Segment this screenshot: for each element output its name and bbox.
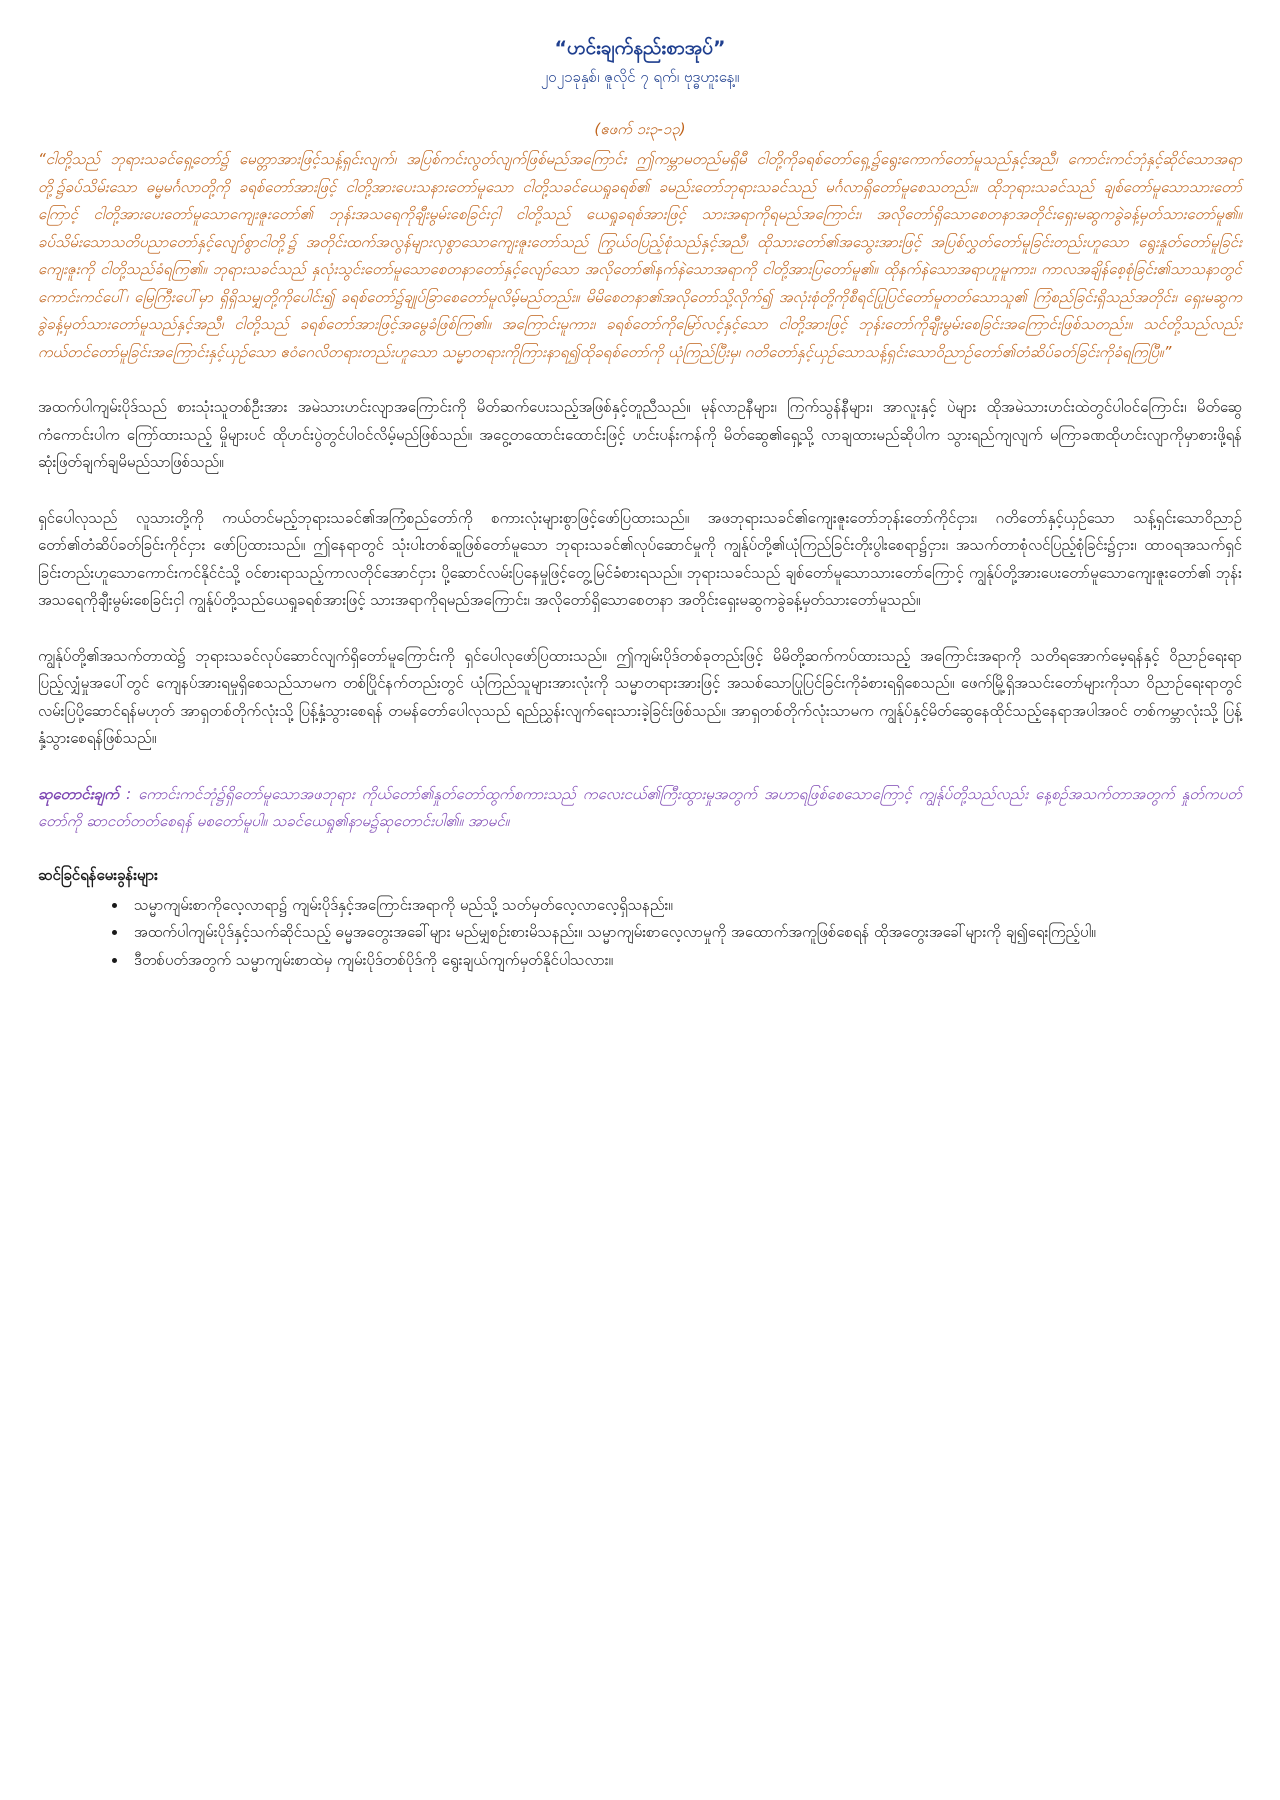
body-paragraph-1: အထက်ပါကျမ်းပိုဒ်သည် စားသုံးသူတစ်ဦးအား အမဲသားဟင်းလျာအကြောင်းကို မိတ်ဆက်ပေးသည့်အဖြစ်နှင့်တူညီသည်။ မုန်လာဥနီများ၊ ကြက်သွန်နီများ၊ အာလူးနှင့် ပဲများ ထိုအမဲသားဟင်းထဲတွင်ပါဝင်ကြောင်း၊ မိတ်ဆွေကံကောင်းပါက ကြော်ထားသည့် မှိုများပင် ထိုဟင်းပွဲတွင်ပါဝင်လိမ့်မည်ဖြစ်သည်။ အငွေ့တထောင်းထောင်းဖြင့် ဟင်းပန်းကန်ကို မိတ်ဆွေ၏ရှေ့သို့ လာချထားမည်ဆိုပါက သွားရည်ကျလျက် မကြာခဏထိုဟင်းလျာကိုမှာစားဖို့ရန် ဆုံးဖြတ်ချက်ချမိမည်သာဖြစ်သည်။ [38,398,1242,471]
prayer-text: ကောင်းကင်ဘုံ၌ရှိတော်မူသောအဖဘုရား ကိုယ်တော်၏နှုတ်တော်ထွက်စကားသည် ကလေးငယ်၏ကြီးထွားမှုအတွက် အဟာရဖြစ်စေသောကြောင့် ကျွန်ုပ်တို့သည်လည်း နေ့စဉ်အသက်တာအတွက် နှုတ်ကပတ်တော်ကို ဆာငတ်တတ်စေရန် မစတော်မူပါ။ သခင်ယေရှု၏နာမ၌ဆုတောင်းပါ၏။ အာမင်။ [38,784,1242,830]
questions-heading: ဆင်ခြင်ရန်မေးခွန်းများ [38,865,158,884]
page-date: ၂၀၂၁ခုနှစ်၊ ဇူလိုင် ၇ ရက်၊ ဗုဒ္ဓဟူးနေ့။ [540,68,740,86]
prayer-label: ဆုတောင်းချက် [38,784,120,803]
questions-list [38,892,1242,975]
question-item-2: • အထက်ပါကျမ်းပိုဒ်နှင့်သက်ဆိုင်သည့် ဓမ္မအတွေးအခေါ်များ မည်မျှစဉ်းစားမိသနည်း။ သမ္မာကျမ်းစာလေ့လာမှုကို အထောက်အကူဖြစ်စေရန် ထိုအတွေးအခေါ်များကို ချ၍ရေးကြည့်ပါ။ [128,919,1242,947]
question-item-3: • ဒီတစ်ပတ်အတွက် သမ္မာကျမ်းစာထဲမှ ကျမ်းပိုဒ်တစ်ပိုဒ်ကို ရွေးချယ်ကျက်မှတ်နိုင်ပါသလား။ [128,947,1242,975]
body-paragraph-2: ရှင်ပေါလုသည် လူသားတို့ကို ကယ်တင်မည့်ဘုရားသခင်၏အကြံစည်တော်ကို စကားလုံးများစွာဖြင့်ဖော်ပြထားသည်။ အဖဘုရားသခင်၏ကျေးဇူးတော်ဘုန်းတော်ကိုင်ငှား၊ ဂတိတော်နှင့်ယှဉ်သော သန့်ရှင်းသောဝိညာဉ်တော်၏တံဆိပ်ခတ်ခြင်းကိုင်ငှား ဖော်ပြထားသည်။ ဤနေရာတွင် သုံးပါးတစ်ဆူဖြစ်တော်မူသော ဘုရားသခင်၏လုပ်ဆောင်မှုကို ကျွန်ုပ်တို့၏ယုံကြည်ခြင်းတိုးပွါးစေရာ၌ငှား၊ အသက်တာစုံလင်ပြည့်စုံခြင်း၌ငှား၊ ထာဝရအသက်ရှင်ခြင်းတည်းဟူသောကောင်းကင်နိုင်ငံသို့ ဝင်စားရာသည့်ကာလတိုင်အောင်ငှား ပို့ဆောင်လမ်းပြနေမှုဖြင့်တွေ့မြင်ခံစားရသည်။ ဘုရားသခင်သည် ချစ်တော်မူသောသားတော်ကြောင့် ကျွန်ုပ်တို့အားပေးတော်မူသောကျေးဇူးတော်၏ ဘုန်းအသရေကိုချီးမွမ်းစေခြင်းငှါ ကျွန်ုပ်တို့သည်ယေရှုခရစ်အားဖြင့် သားအရာကိုရမည်အကြောင်း၊ အလိုတော်ရှိသောစေတနာ အတိုင်းရှေးမဆွကခွဲခန့်မှတ်သားတော်မူသည်။ [38,508,1242,609]
question-item-1: • သမ္မာကျမ်းစာကိုလေ့လာရာ၌ ကျမ်းပိုဒ်နှင့်အကြောင်းအရာကို မည်သို့ သတ်မှတ်လေ့လာလေ့ရှိသနည်း။ [128,892,1242,920]
page-title: “ဟင်းချက်နည်းစာအုပ်” [554,37,726,59]
scripture-reference: (ဧဖက် ၁း၃-၁၃) [594,120,686,138]
body-paragraph-3: ကျွန်ုပ်တို့၏အသက်တာထဲ၌ ဘုရားသခင်လုပ်ဆောင်လျက်ရှိတော်မူကြောင်းကို ရှင်ပေါလုဖော်ပြထားသည်။ ဤကျမ်းပိုဒ်တစ်ခုတည်းဖြင့် မိမိတို့ဆက်ကပ်ထားသည့် အကြောင်းအရာကို သတိရအောက်မေ့ရန်နှင့် ဝိညာဉ်ရေးရာပြည့်လျှံမှုအပေါ်တွင် ကျေနပ်အားရမှုရှိစေသည်သာမက တစ်ပြိုင်နက်တည်းတွင် ယုံကြည်သူများအားလုံးကို သမ္မာတရားအားဖြင့် အသစ်သောပြုပြင်ခြင်းကိုခံစားရရှိစေသည်။ ဖေက်မြို့ရှိအသင်းတော်များကိုသာ ဝိညာဉ်ရေးရာတွင် လမ်းပြပို့ဆောင်ရန်မဟုတ် အာရှတစ်တိုက်လုံးသို့ ပြန့်နှံ့သွားစေရန် တမန်တော်ပေါလုသည် ရည်ညွှန်းလျက်ရေးသားခဲ့ခြင်းဖြစ်သည်။ အာရှတစ်တိုက်လုံးသာမက ကျွန်ုပ်နှင့်မိတ်ဆွေနေထိုင်သည့်နေရာအပါအဝင် တစ်ကမ္ဘာလုံးသို့ ပြန့်နှံ့သွားစေရန်ဖြစ်သည်။ [38,646,1242,747]
prayer-separator: : [119,784,139,803]
scripture-text: “ငါတို့သည် ဘုရားသခင်ရှေ့တော်၌ မေတ္တာအားဖြင့်သန့်ရှင်းလျက်၊ အပြစ်ကင်းလွတ်လျက်ဖြစ်မည်အကြောင်း ဤကမ္ဘာမတည်မရှိမီ ငါတို့ကိုခရစ်တော်ရှေ့၌ရွေးကောက်တော်မူသည်နှင့်အညီ၊ ကောင်းကင်ဘုံနှင့်ဆိုင်သောအရာတို့၌ခပ်သိမ်းသော ဓမ္မမင်္ဂလာတို့ကို ခရစ်တော်အားဖြင့် ငါတို့အားပေးသနားတော်မူသော ငါတို့သခင်ယေရှုခရစ်၏ ခမည်းတော်ဘုရားသခင်သည် မင်္ဂလာရှိတော်မူစေသတည်း။ ထိုဘုရားသခင်သည် ချစ်တော်မူသောသားတော်ကြောင့် ငါတို့အားပေးတော်မူသောကျေးဇူးတော်၏ ဘုန်းအသရေကိုချီးမွမ်းစေခြင်းငှါ ငါတို့သည် ယေရှုခရစ်အားဖြင့် သားအရာကိုရမည်အကြောင်း၊ အလိုတော်ရှိသောစေတနာအတိုင်းရှေးမဆွကခွဲခန့်မှတ်သားတော်မူ၏။ ခပ်သိမ်းသောသတိပညာတော်နှင့်လျော်စွာငါတို့၌ အတိုင်းထက်အလွန်များလှစွာသောကျေးဇူးတော်သည် ကြွယ်ဝပြည့်စုံသည်နှင့်အညီ၊ ထိုသားတော်၏အသွေးအားဖြင့် အပြစ်လွှတ်တော်မူခြင်းတည်းဟူသော ရွေးနှုတ်တော်မူခြင်းကျေးဇူးကို ငါတို့သည်ခံရကြ၏။ ဘုရားသခင်သည် နှလုံးသွင်းတော်မူသောစေတနာတော်နှင့်လျော်သော အလိုတော်၏နက်နဲသောအရာကို ငါတို့အားပြတော်မူ၏။ ထိုနက်နဲသောအရာဟူမူကား၊ ကာလအချိန်စေ့စုံခြင်း၏သာသနာတွင် ကောင်းကင်ပေါ်၊ မြေကြီးပေါ်မှာ ရှိရှိသမျှတို့ကိုပေါင်း၍ ခရစ်တော်၌ချုပ်ခြာစေတော်မူလိမ့်မည်တည်း။ မိမိစေတနာ၏အလိုတော်သို့လိုက်၍ အလုံးစုံတို့ကိုစီရင်ပြုပြင်တော်မူတတ်သောသူ၏ ကြံစည်ခြင်းရှိသည်အတိုင်း၊ ရှေးမဆွက ခွဲခန့်မှတ်သားတော်မူသည်နှင့်အညီ၊ ငါတို့သည် ခရစ်တော်အားဖြင့်အမွေခံဖြစ်ကြ၏။ အကြောင်းမူကား၊ ခရစ်တော်ကိုမြော်လင့်နှင့်သော ငါတို့အားဖြင့် ဘုန်းတော်ကိုချီးမွမ်းစေခြင်းအကြောင်းဖြစ်သတည်း။ သင်တို့သည်လည်း ကယ်တင်တော်မူခြင်းအကြောင်းနှင့်ယှဉ်သော ဧဝံဂေလိတရားတည်းဟူသော သမ္မာတရားကိုကြားနာရ၍ထိုခရစ်တော်ကို ယုံကြည်ပြီးမှ၊ ဂတိတော်နှင့်ယှဉ်သောသန့်ရှင်းသောဝိညာဉ်တော်၏တံဆိပ်ခတ်ခြင်းကိုခံရကြပြီ။” [38,150,1242,361]
prayer-block [38,781,1242,836]
